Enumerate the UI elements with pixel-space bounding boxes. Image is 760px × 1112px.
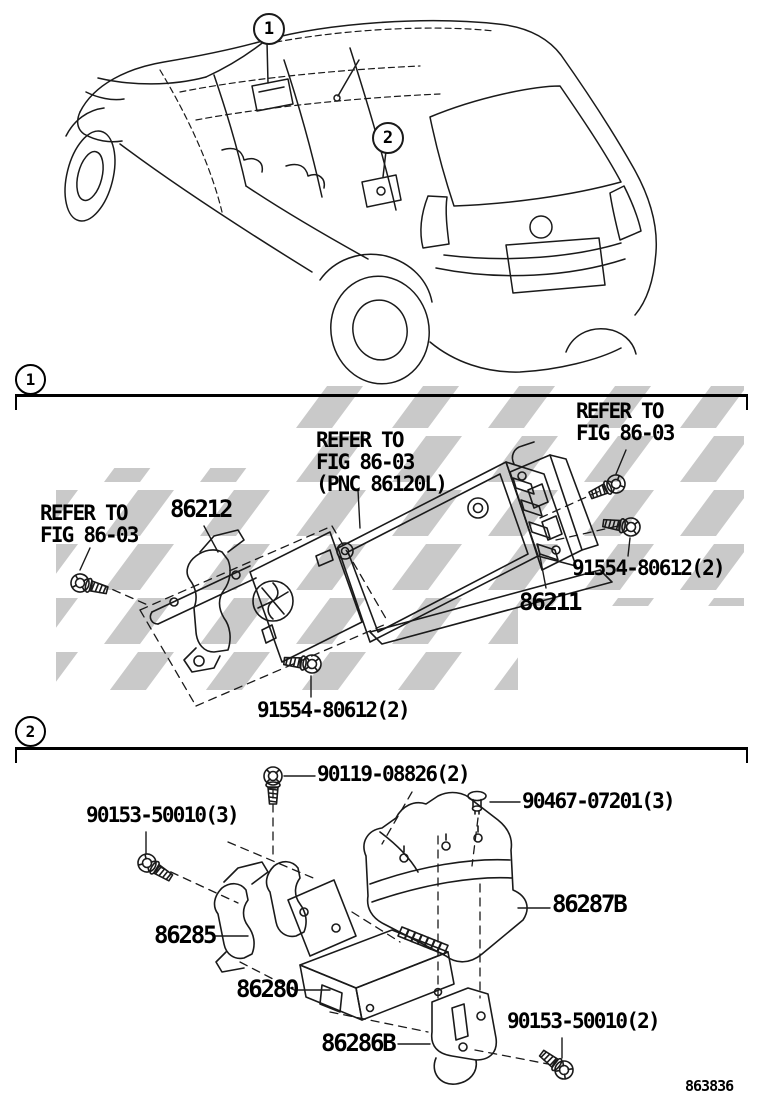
part-label-90119: 90119-08826(2) <box>317 762 469 786</box>
part-label-86212: 86212 <box>170 495 232 523</box>
refer-note-line: FIG 86-03 <box>316 450 414 474</box>
part-label-86287B: 86287B <box>552 890 626 918</box>
vehicle-illustration <box>57 21 657 393</box>
section2-divider <box>15 747 748 763</box>
refer-note-right <box>576 400 674 444</box>
part-label-91554-right: 91554-80612(2) <box>572 556 724 580</box>
refer-note-left <box>40 502 138 546</box>
refer-note-line: FIG 86-03 <box>576 421 674 445</box>
refer-note-line: REFER TO <box>316 428 403 452</box>
part-label-91554-bottom: 91554-80612(2) <box>257 698 409 722</box>
section1-marker: 1 <box>15 364 46 395</box>
part-86287B-cover <box>364 793 527 962</box>
vehicle-callout-2: 2 <box>372 122 404 154</box>
screw-icon <box>536 1046 576 1083</box>
figure-number: 863836 <box>685 1077 734 1095</box>
refer-note-line: REFER TO <box>40 501 127 525</box>
part-label-86280: 86280 <box>236 975 298 1003</box>
push-pin-icon <box>468 792 486 815</box>
part-label-86285: 86285 <box>154 921 216 949</box>
screw-icon <box>135 851 176 886</box>
part-label-90467: 90467-07201(3) <box>522 789 674 813</box>
part-86285-bracket <box>215 862 356 972</box>
vehicle-callout-1: 1 <box>253 13 285 45</box>
part-label-90153-3: 90153-50010(3) <box>86 803 238 827</box>
part-label-86286B: 86286B <box>321 1029 395 1057</box>
part-86280-amplifier <box>300 927 454 1020</box>
refer-note-line: FIG 86-03 <box>40 523 138 547</box>
refer-note-line: (PNC 86120L) <box>316 472 447 496</box>
section2-marker: 2 <box>15 716 46 747</box>
refer-note-line: REFER TO <box>576 399 663 423</box>
part-label-90153-2: 90153-50010(2) <box>507 1009 659 1033</box>
part-86286B-bracket <box>432 988 497 1084</box>
refer-note-center <box>316 429 446 495</box>
part-label-86211: 86211 <box>519 588 581 616</box>
